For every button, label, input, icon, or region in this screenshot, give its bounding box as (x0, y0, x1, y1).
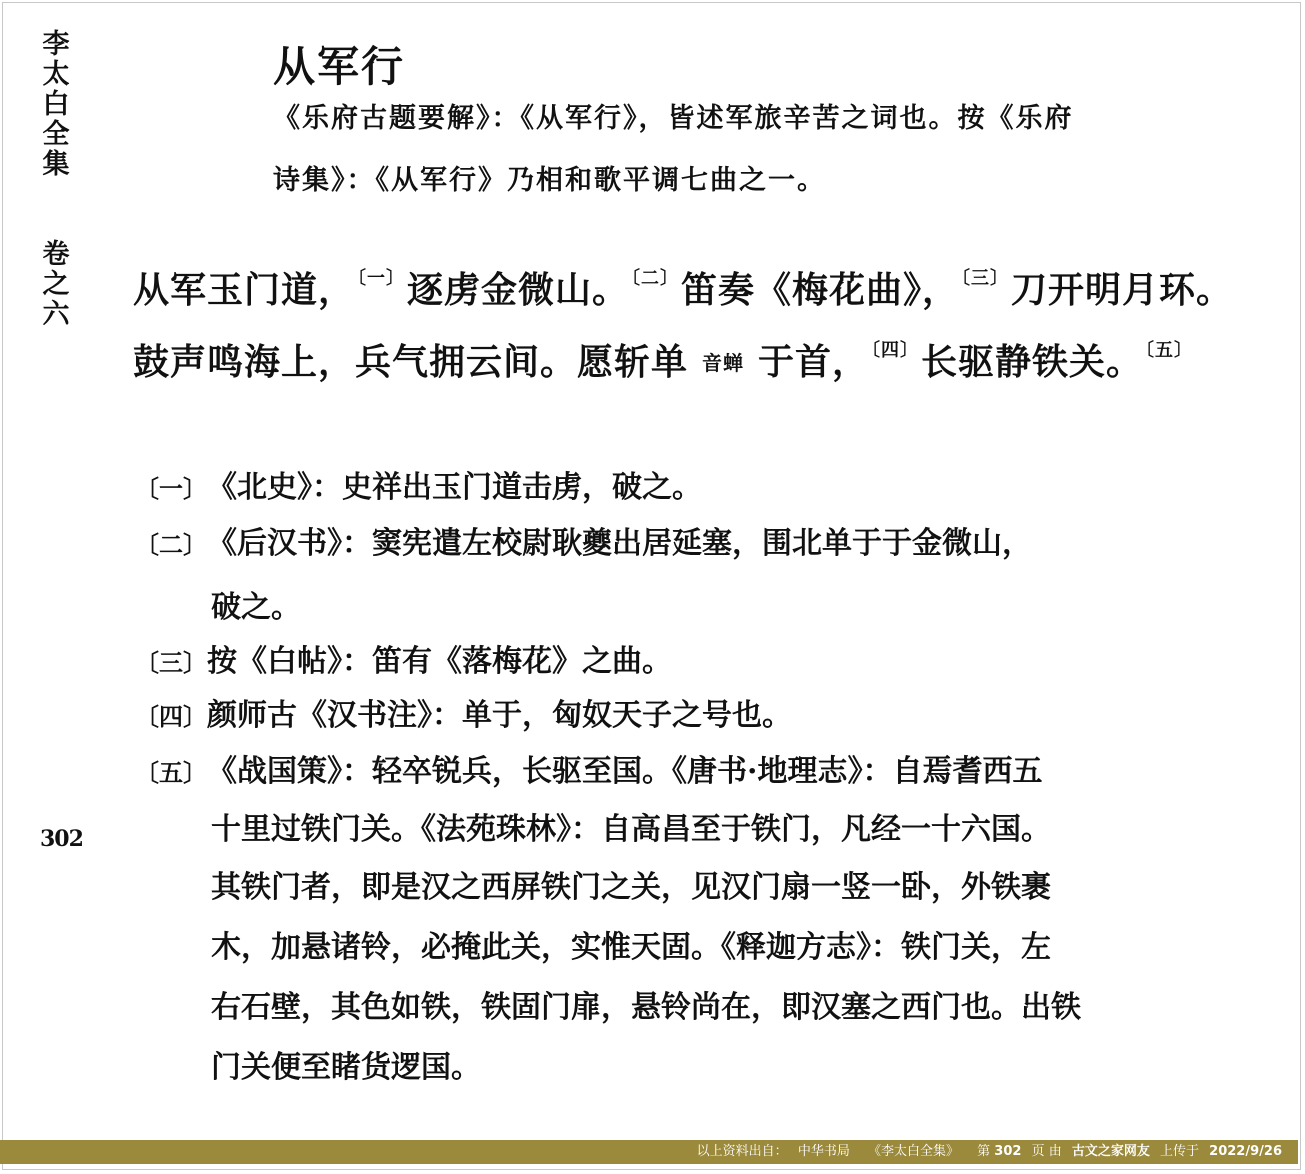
side-label-char: 全 (42, 119, 70, 150)
intro-line-1: 《乐府古题要解》：《从军行》，皆述军旅辛苦之词也。按《乐府 (273, 103, 1074, 134)
note-ref-2: 〔二〕 (631, 268, 680, 289)
pronunciation-gloss: 音蝉 (702, 351, 745, 375)
footer-uploader-link[interactable]: 古文之家网友 (1071, 1144, 1150, 1159)
note-5-continued: 其铁门者，即是汉之西屏铁门之关，见汉门扇一竖一卧，外铁裹 (211, 870, 1051, 905)
note-text: 《北史》：史祥出玉门道击虏，破之。 (207, 470, 702, 505)
footer-page-prefix: 第 (977, 1144, 991, 1159)
note-ref-5: 〔五〕 (1145, 340, 1194, 361)
note-4 (135, 690, 792, 734)
side-label-char: 白 (42, 89, 70, 120)
note-1 (135, 462, 702, 506)
note-ref-3: 〔三〕 (961, 268, 1010, 289)
footer-publisher: 中华书局 (797, 1144, 850, 1159)
note-text: 《后汉书》：窦宪遣左校尉耿夔出居延塞，围北单于于金微山， (207, 526, 1032, 561)
note-3 (135, 636, 672, 680)
footer-page: 302 (994, 1144, 1022, 1159)
note-label: 〔三〕 (135, 648, 207, 677)
poem-text: 笛奏《梅花曲》， (681, 269, 960, 311)
poem-text: 逐虏金微山。 (407, 269, 630, 311)
note-5-continued: 木，加悬诸铃，必掩此关，实惟天固。《释迦方志》：铁门关，左 (211, 930, 1051, 965)
note-5-continued: 右石壁，其色如铁，铁固门扉，悬铃尚在，即汉塞之西门也。出铁 (211, 990, 1081, 1025)
side-label-char: 六 (42, 299, 70, 330)
poem-text: 鼓声鸣海上，兵气拥云间。愿斩单 (133, 341, 689, 383)
poem-text: 于首， (758, 341, 870, 383)
note-label: 〔一〕 (135, 474, 207, 503)
side-label-char: 之 (42, 269, 70, 300)
side-volume (40, 240, 72, 330)
note-ref-4: 〔四〕 (871, 340, 920, 361)
note-label: 〔四〕 (135, 702, 207, 731)
source-footer (0, 1140, 1298, 1164)
note-text: 《战国策》：轻卒锐兵，长驱至国。《唐书·地理志》：自焉耆西五 (207, 754, 1043, 789)
note-2-continued: 破之。 (211, 590, 301, 625)
footer-source-label: 以上资料出自： (696, 1144, 788, 1159)
side-label-char: 李 (42, 29, 70, 60)
side-label-char: 太 (42, 59, 70, 90)
note-5 (135, 746, 1042, 790)
note-text: 按《白帖》：笛有《落梅花》之曲。 (207, 644, 672, 679)
page-number: 302 (40, 826, 83, 852)
note-5-continued: 十里过铁门关。《法苑珠林》：自高昌至于铁门，凡经一十六国。 (211, 812, 1051, 847)
footer-upload-label: 上传于 (1160, 1144, 1200, 1159)
poem-text: 刀开明月环。 (1011, 269, 1234, 311)
note-label: 〔二〕 (135, 530, 207, 559)
poem-title: 从军行 (273, 42, 406, 91)
side-label-char: 集 (42, 149, 70, 180)
poem-line-2 (133, 334, 1195, 385)
note-label: 〔五〕 (135, 758, 207, 787)
footer-page-suffix: 页 由 (1031, 1144, 1062, 1159)
side-label-char: 卷 (42, 239, 70, 270)
footer-book-link[interactable]: 《李太白全集》 (867, 1144, 959, 1159)
footer-date: 2022/9/26 (1209, 1144, 1282, 1159)
note-ref-1: 〔一〕 (357, 268, 406, 289)
side-book-title (40, 30, 72, 180)
note-5-continued: 门关便至睹货逻国。 (211, 1050, 481, 1085)
note-text: 颜师古《汉书注》：单于，匈奴天子之号也。 (207, 698, 792, 733)
note-2 (135, 518, 1032, 562)
poem-line-1 (133, 262, 1233, 313)
poem-text: 长驱静铁关。 (921, 341, 1144, 383)
poem-text: 从军玉门道， (133, 269, 356, 311)
intro-line-2: 诗集》：《从军行》乃相和歌平调七曲之一。 (273, 165, 826, 196)
